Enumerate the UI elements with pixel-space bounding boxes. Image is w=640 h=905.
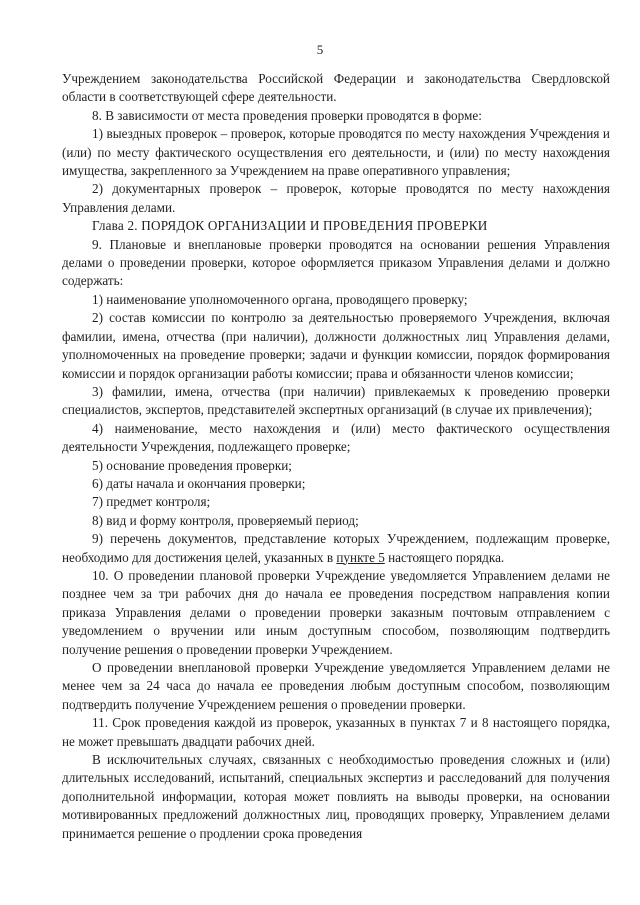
list-item-text: 9) перечень документов, представление которых Учреждением, подлежащим проверке, необходимо для достижения целей, указанных в: [62, 531, 610, 565]
list-item: [62, 530, 610, 567]
list-item: 5) основание проведения проверки;: [92, 457, 292, 473]
list-item: 8) вид и форму контроля, проверяемый период;: [92, 512, 359, 528]
list-item: 7) предмет контроля;: [92, 494, 211, 510]
list-item: 3) фамилии, имена, отчества (при наличии) привлекаемых к проведению проверки специалистов, экспертов, представителей экспертных организаций (в случае их привлечения);: [62, 383, 610, 418]
list-item: 6) даты начала и окончания проверки;: [92, 475, 306, 491]
paragraph: 11. Срок проведения каждой из проверок, указанных в пунктах 7 и 8 настоящего порядка, не может превышать двадцати рабочих дней.: [62, 715, 610, 749]
paragraph: 9. Плановые и внеплановые проверки проводятся на основании решения Управления делами о проведении проверки, которое оформляется приказом Управления делами и должно содержать:: [62, 236, 610, 289]
paragraph: О проведении внеплановой проверки Учреждение уведомляется Управлением делами не менее чем за 24 часа до начала ее проведения любым доступным способом, позволяющим подтвердить получение Учреждением решения о проведении проверки.: [62, 660, 610, 712]
paragraph: 10. О проведении плановой проверки Учреждение уведомляется Управлением делами не позднее чем за три рабочих дня до начала ее проведения посредством направления копии приказа Управления делами о проведении проверки заказным почтовым отправлением с уведомлением о вручении или иным доступным способом, позволяющим подтвердить получение решения о проведении проверки Учреждением.: [62, 567, 610, 657]
paragraph: 2) документарных проверок – проверок, которые проводятся по месту нахождения Управления делами.: [62, 181, 610, 215]
document-body: [62, 70, 610, 843]
list-item: 2) состав комиссии по контролю за деятельностью проверяемого Учреждения, включая фамилии, имена, отчества (при наличии), должности должностных лиц Управления делами, уполномоченных на проведение проверки; задачи и функции комиссии, порядок формирования комиссии и порядок организации работы комиссии; права и обязанности членов комиссии;: [62, 310, 610, 381]
paragraph: 1) выездных проверок – проверок, которые проводятся по месту нахождения Учреждения и (или) по месту фактического осуществления его деятельности, и (или) по месту нахождения имущества, закрепленного за Учреждением на праве оперативного управления;: [62, 126, 610, 179]
chapter-title: Глава 2. ПОРЯДОК ОРГАНИЗАЦИИ И ПРОВЕДЕНИЯ ПРОВЕРКИ: [92, 218, 488, 234]
reference-link[interactable]: пункте 5: [336, 549, 385, 565]
list-item-text: настоящего порядка.: [384, 549, 505, 565]
paragraph: Учреждением законодательства Российской Федерации и законодательства Свердловской области в соответствующей сфере деятельности.: [62, 71, 610, 105]
page-number: 5: [316, 42, 324, 57]
list-item: 4) наименование, место нахождения и (или) место фактического осуществления деятельности Учреждения, подлежащего проверке;: [62, 420, 610, 455]
list-item: 1) наименование уполномоченного органа, проводящего проверку;: [92, 291, 468, 307]
paragraph: 8. В зависимости от места проведения проверки проводятся в форме:: [92, 107, 482, 123]
paragraph: В исключительных случаях, связанных с необходимостью проведения сложных и (или) длительных исследований, испытаний, специальных экспертиз и расследований для получения дополнительной информации, которая может повлиять на выводы проверки, на основании мотивированных предложений должностных лиц, проводящих проверку, Управлением делами принимается решение о продлении срока проведения: [62, 752, 610, 841]
